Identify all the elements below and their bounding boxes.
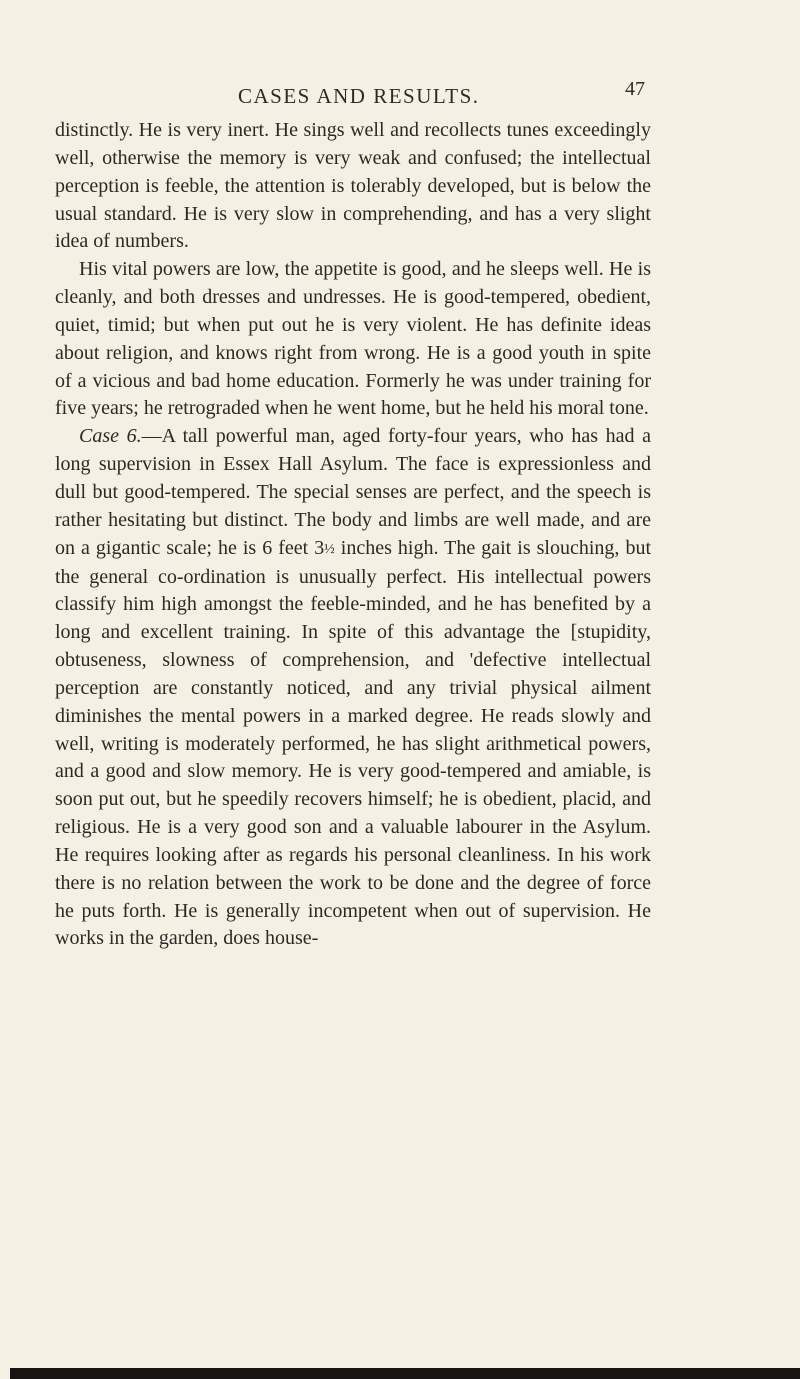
case-text-part-2: inches high. The gait is slouching, but the general co-ordination is unusually perfect. His intellectual powers classify him high amongst the feeble-minded, and he has benefited by a long and excellent training. In spite of this advantage the [stupidity, obtuseness, slowness of comprehension, and 'defective intellectual perception are constantly noticed, and any trivial physical ailment diminishes the mental powers in a marked degree. He reads slowly and well, writing is moderately performed, he has slight arithmetical powers, and a good and slow memory. He is very good-tempered and amiable, is soon put out, but he speedily recovers himself; he is obedient, placid, and religious. He is a very good son and a valuable labourer in the Asylum. He requires looking after as regards his personal cleanliness. In his work there is no relation between the work to be done and the degree of force he puts forth. He is generally incompetent when out of supervision. He works in the garden, does house- <box>55 536 651 950</box>
running-head: CASES AND RESULTS. <box>238 84 480 108</box>
height-fraction: ½ <box>324 541 335 557</box>
case-text-part-1: —A tall powerful man, aged forty-four years, who has had a long supervision in Essex Hall Asylum. The face is expressionless and dull but good-tempered. The special senses are perfect, and the speech is rather hesitating but distinct. The body and limbs are well made, and are on a gigantic scale; he is 6 feet 3 <box>55 425 652 559</box>
paragraph-case-6 <box>55 423 651 953</box>
page-header <box>0 78 800 108</box>
case-label: Case 6. <box>79 425 142 448</box>
page-number: 47 <box>625 78 645 100</box>
body-text <box>55 117 651 953</box>
paragraph-vital-powers: His vital powers are low, the appetite is good, and he sleeps well. He is cleanly, and both dresses and undresses. He is good-tempered, obedient, quiet, timid; but when put out he is very violent. He has definite ideas about religion, and knows right from wrong. He is a good youth in spite of a vicious and bad home education. Formerly he was under training for five years; he retrograded when he went home, but he held his moral tone. <box>55 258 651 420</box>
scan-edge-bar <box>10 1368 800 1379</box>
paragraph-continued: distinctly. He is very inert. He sings well and recollects tunes exceedingly well, otherwise the memory is very weak and confused; the intellectual perception is feeble, the attention is tolerably developed, but is below the usual standard. He is very slow in comprehending, and has a very slight idea of numbers. <box>55 119 651 253</box>
